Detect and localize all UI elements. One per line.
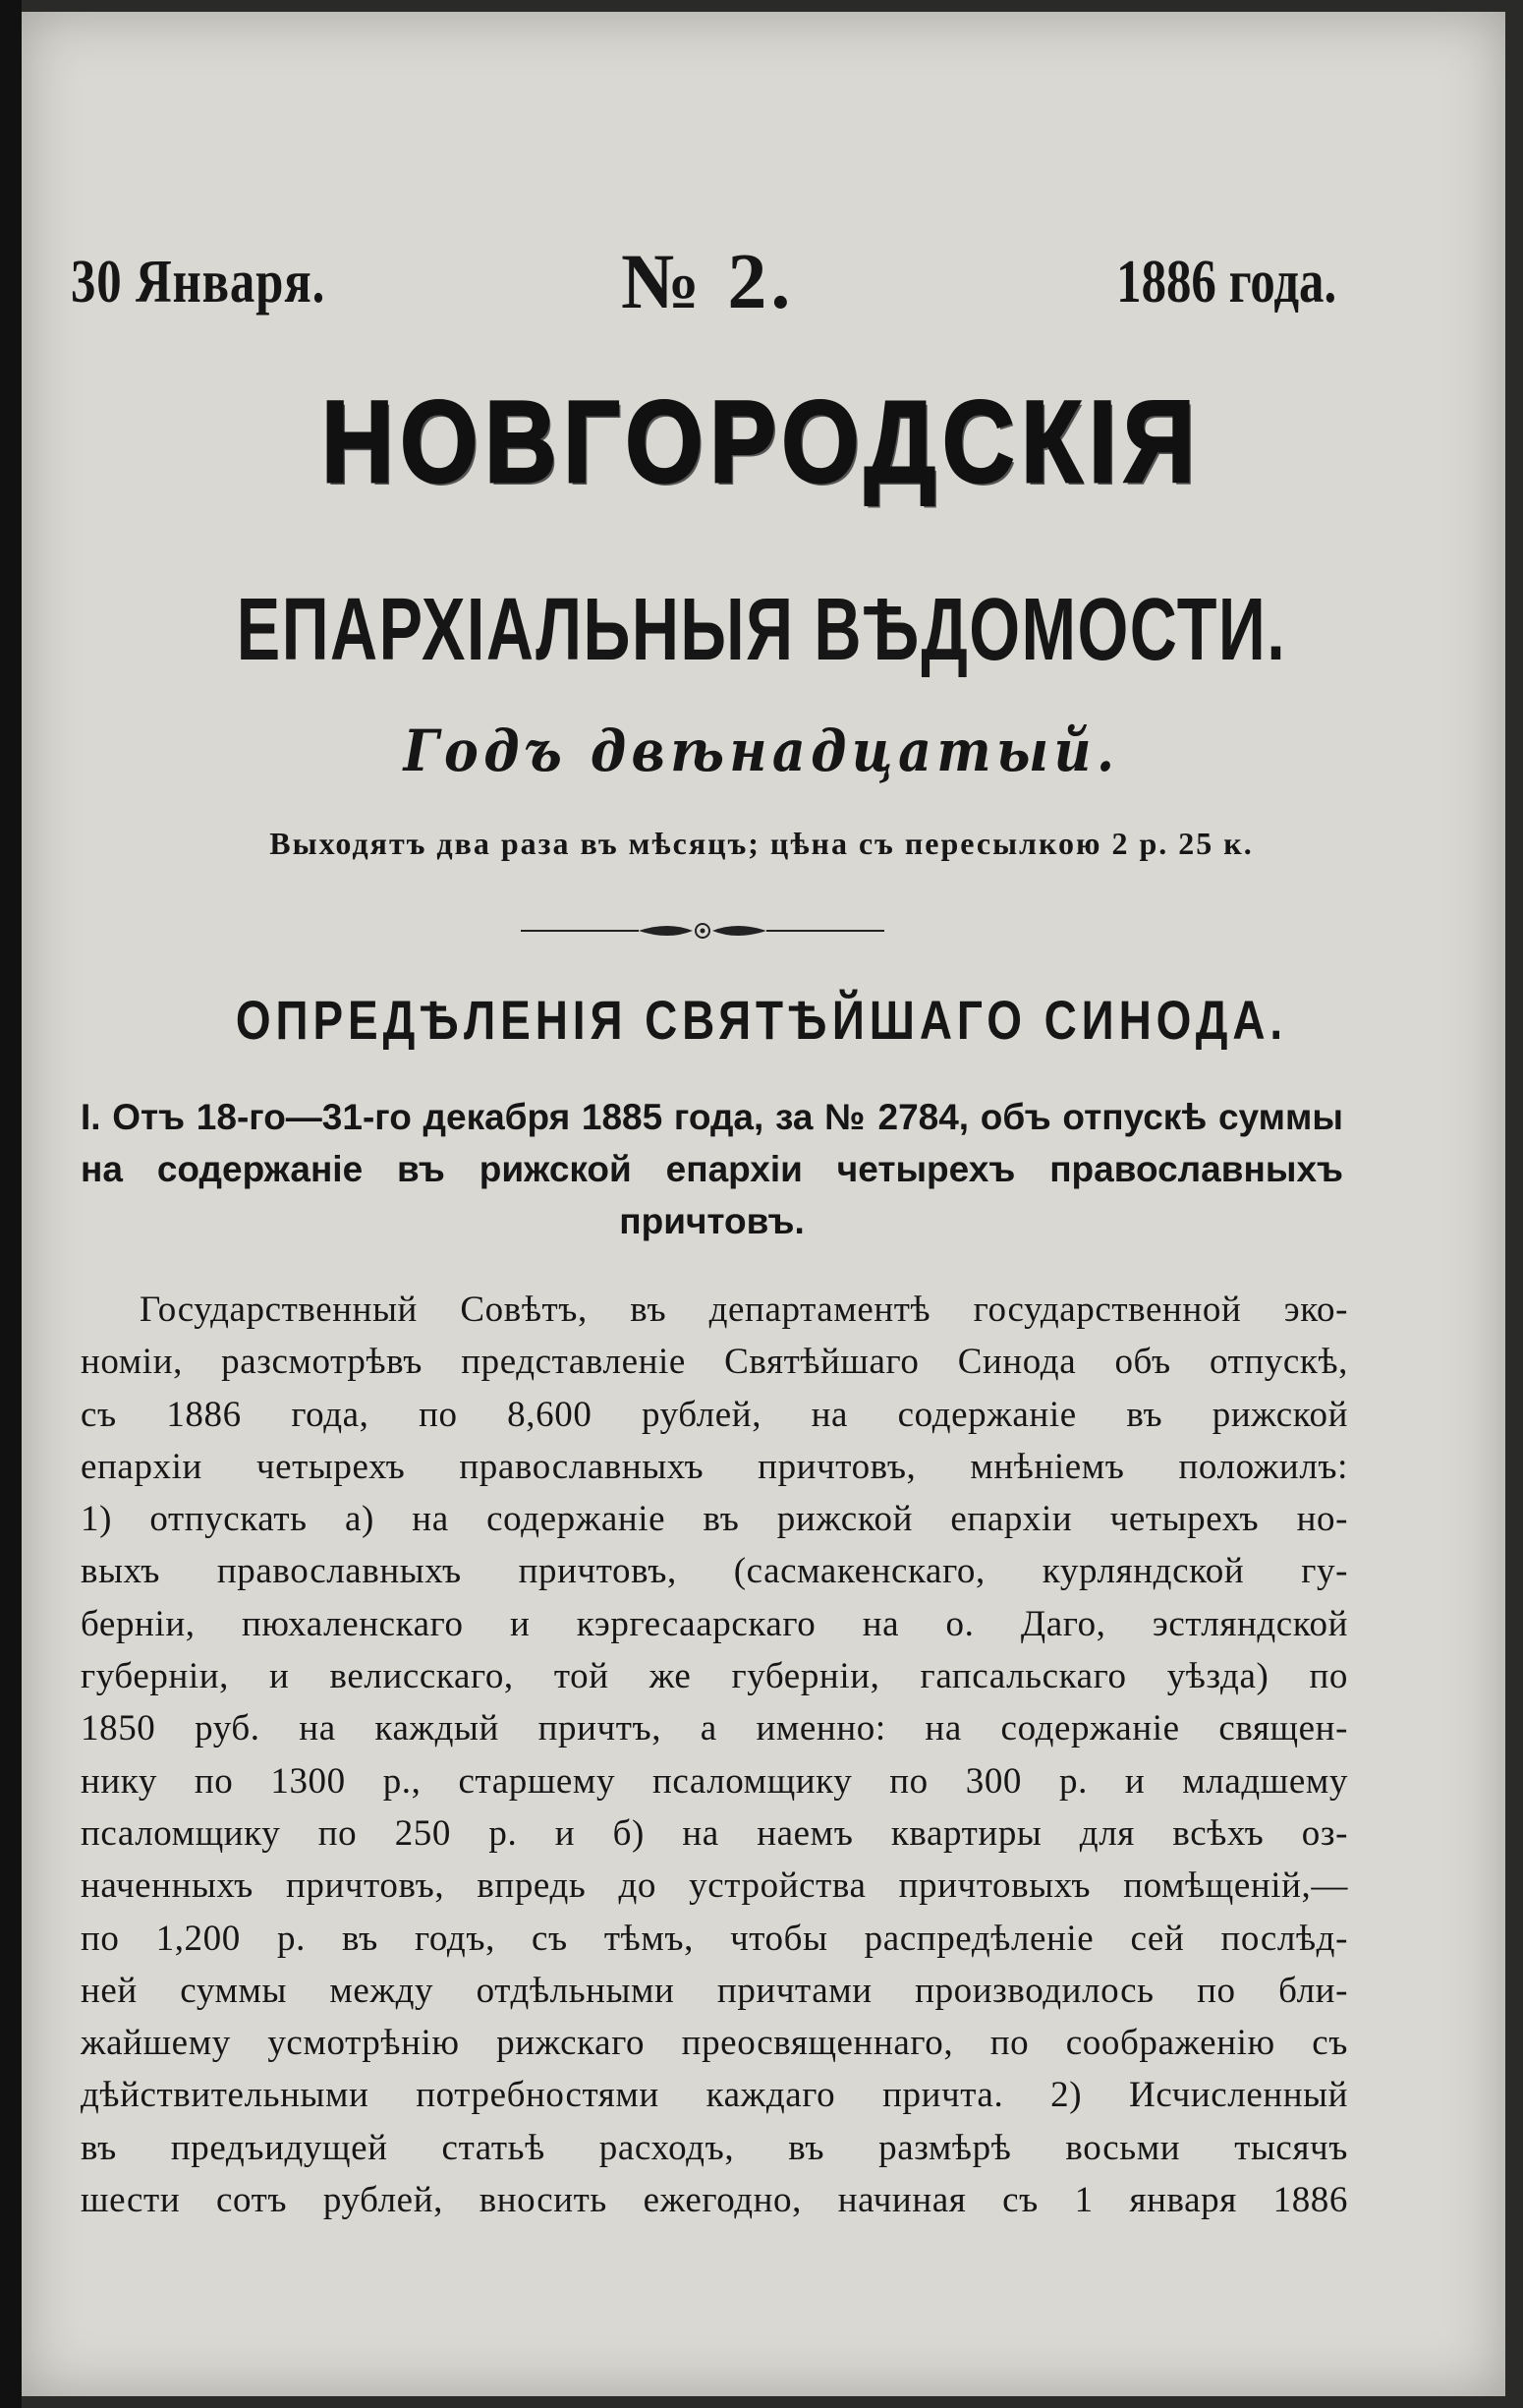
item-title: I. Отъ 18-го—31-го декабря 1885 года, за № 2784, объ отпускѣ суммы на содержаніе въ рижской епархіи четырехъ православныхъ причтовъ. [81, 1097, 1343, 1241]
scan-gutter [0, 0, 22, 2408]
subscription-price-line: Выходятъ два раза въ мѣсяцъ; цѣна съ пересылкою 2 р. 25 к. [269, 826, 1254, 861]
publication-subtitle: ЕПАРХІАЛЬНЫЯ ВѢДОМОСТИ. [236, 581, 1287, 679]
body-line: номіи, разсмотрѣвъ представленіе Святѣйшаго Синода объ отпускѣ, [81, 1342, 1348, 1383]
body-line: Государственный Совѣтъ, въ департаментѣ государственной эко- [140, 1290, 1348, 1330]
publication-year-line: Годъ двѣнадцатый. [403, 717, 1120, 784]
body-line: губерніи, и велисскаго, той же губерніи, гапсальскаго уѣзда) по [81, 1656, 1348, 1697]
body-line: псаломщику по 250 р. и б) на наемъ квартиры для всѣхъ оз- [81, 1812, 1348, 1854]
ornament-divider [521, 919, 884, 943]
issue-year: 1886 года. [1115, 249, 1336, 315]
body-line: по 1,200 р. въ годъ, съ тѣмъ, чтобы распредѣленіе сей послѣд- [81, 1918, 1348, 1959]
body-line: ней суммы между отдѣльными причтами производилось по бли- [81, 1970, 1348, 2011]
body-line: жайшему усмотрѣнію рижскаго преосвященнаго, по соображенію съ [81, 2023, 1348, 2064]
body-text [81, 1284, 1348, 2226]
body-line: дѣйствительными потребностями каждаго причта. 2) Исчисленный [81, 2075, 1348, 2116]
body-line: 1850 руб. на каждый причтъ, а именно: на содержаніе священ- [81, 1708, 1348, 1749]
body-line: берніи, пюхаленскаго и кэргесаарскаго на о. Даго, эстляндской [81, 1603, 1348, 1644]
body-line: 1) отпускать а) на содержаніе въ рижской епархіи четырехъ но- [81, 1499, 1348, 1540]
body-line: шести сотъ рублей, вносить ежегодно, начиная съ 1 января 1886 [81, 2180, 1348, 2221]
publication-title: НОВГОРОДСКІЯ [321, 377, 1202, 507]
issue-number: № 2. [621, 239, 795, 325]
section-heading: ОПРЕДѢЛЕНІЯ СВЯТѢЙШАГО СИНОДА. [235, 989, 1288, 1051]
body-line: наченныхъ причтовъ, впредь до устройства причтовыхъ помѣщеній,— [81, 1865, 1348, 1907]
body-line: епархіи четырехъ православныхъ причтовъ, мнѣніемъ положилъ: [81, 1446, 1348, 1487]
body-line: въ предъидущей статьѣ расходъ, въ размѣрѣ восьми тысячъ [81, 2127, 1348, 2168]
body-line: нику по 1300 р., старшему псаломщику по 300 р. и младшему [81, 1760, 1348, 1802]
body-line: съ 1886 года, по 8,600 рублей, на содержаніе въ рижской [81, 1394, 1348, 1435]
body-line: выхъ православныхъ причтовъ, (сасмакенскаго, курляндской гу- [81, 1551, 1348, 1592]
issue-date: 30 Января. [71, 249, 326, 315]
